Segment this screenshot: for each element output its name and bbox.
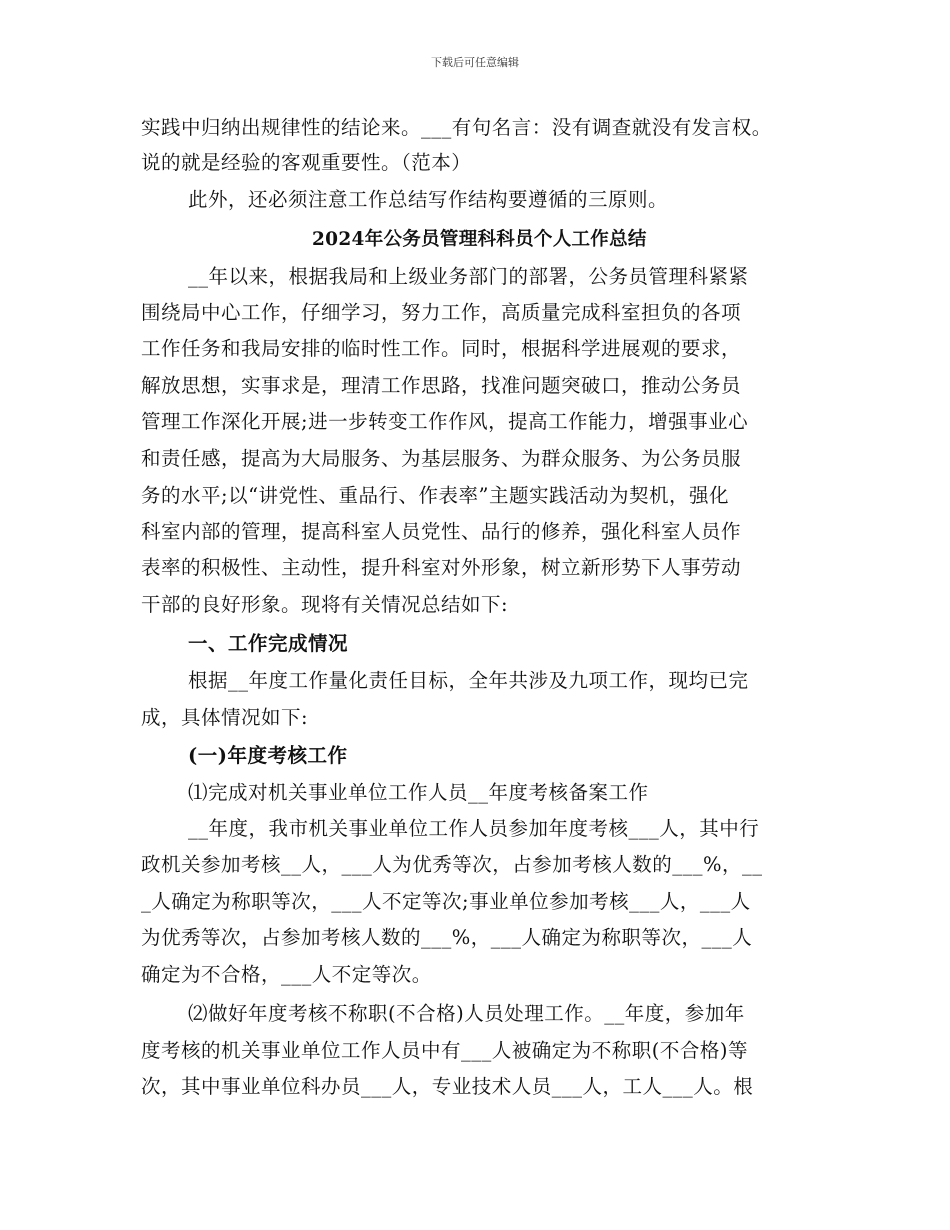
body-line: 和责任感，提高为大局服务、为基层服务、为群众服务、为公务员服 — [141, 447, 742, 470]
body-line: 表率的积极性、主动性，提升科室对外形象，树立新形势下人事劳动 — [141, 556, 742, 579]
document-title: 2024年公务员管理科科员个人工作总结 — [312, 229, 647, 250]
body-line: _人确定为称职等次，___人不定等次;事业单位参加考核___人，___人 — [141, 890, 751, 913]
body-line: ⑴完成对机关事业单位工作人员__年度考核备案工作 — [188, 781, 649, 804]
section-heading: 一、工作完成情况 — [188, 632, 349, 655]
body-line: __年以来，根据我局和上级业务部门的部署，公务员管理科紧紧 — [188, 265, 749, 288]
page-header-note: 下载后可任意编辑 — [431, 56, 519, 69]
subsection-heading: (一)年度考核工作 — [188, 744, 348, 767]
body-line: __年度，我市机关事业单位工作人员参加年度考核___人，其中行 — [188, 817, 760, 840]
body-line: 此外，还必须注意工作总结写作结构要遵循的三原则。 — [188, 188, 669, 211]
body-line: ⑵做好年度考核不称职(不合格)人员处理工作。__年度，参加年 — [188, 1002, 745, 1025]
body-line: 围绕局中心工作，仔细学习，努力工作，高质量完成科室担负的各项 — [141, 301, 742, 324]
body-line: 次，其中事业单位科办员___人，专业技术人员___人，工人___人。根 — [141, 1075, 754, 1098]
body-line: 为优秀等次，占参加考核人数的___%，___人确定为称职等次，___人 — [141, 926, 753, 949]
body-line: 务的水平;以“讲党性、重品行、作表率”主题实践活动为契机，强化 — [141, 484, 730, 507]
body-line: 度考核的机关事业单位工作人员中有___人被确定为不称职(不合格)等 — [141, 1039, 748, 1062]
body-line: 政机关参加考核__人，___人为优秀等次，占参加考核人数的___%，__ — [141, 853, 763, 876]
body-line: 说的就是经验的客观重要性。（范本） — [141, 151, 472, 174]
body-line: 解放思想，实事求是，理清工作思路，找准问题突破口，推动公务员 — [141, 374, 742, 397]
body-line: 实践中归纳出规律性的结论来。___有句名言：没有调查就没有发言权。 — [141, 116, 772, 139]
body-line: 根据__年度工作量化责任目标，全年共涉及九项工作，现均已完 — [188, 669, 749, 692]
body-line: 工作任务和我局安排的临时性工作。同时，根据科学进展观的要求， — [141, 337, 742, 360]
body-line: 管理工作深化开展;进一步转变工作作风，提高工作能力，增强事业心 — [141, 410, 749, 433]
body-line: 确定为不合格，___人不定等次。 — [141, 963, 432, 986]
body-line: 干部的良好形象。现将有关情况总结如下: — [141, 593, 509, 616]
body-line: 科室内部的管理，提高科室人员党性、品行的修养，强化科室人员作 — [141, 520, 742, 543]
body-line: 成，具体情况如下: — [141, 706, 309, 729]
